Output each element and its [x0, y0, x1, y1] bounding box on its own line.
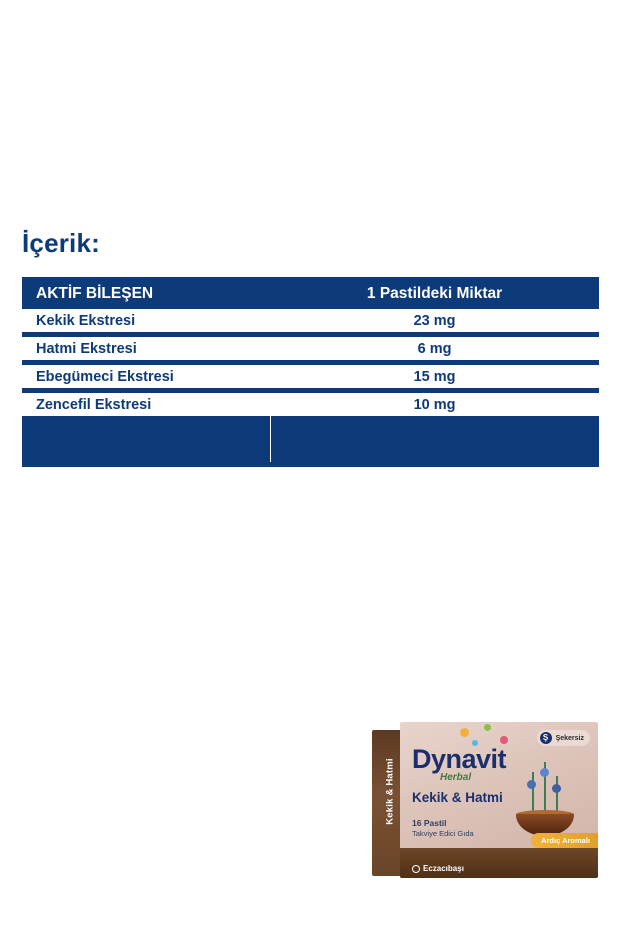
cell-amount: 10 mg	[270, 393, 599, 416]
package-side-label: Kekik & Hatmi	[384, 758, 396, 825]
table-footer-space	[22, 416, 599, 462]
table-row	[22, 365, 599, 388]
decorative-dot	[500, 736, 508, 744]
stem	[556, 776, 558, 814]
supplement-note: Takviye Edici Gıda	[412, 829, 474, 838]
page-title: İçerik:	[22, 228, 101, 258]
product-variant: Kekik & Hatmi	[412, 790, 503, 805]
table-header-row	[22, 277, 599, 309]
flower	[540, 768, 549, 777]
column-header-ingredient: AKTİF BİLEŞEN	[22, 277, 270, 309]
cell-ingredient: Kekik Ekstresi	[22, 309, 270, 332]
cell-amount: 23 mg	[270, 309, 599, 332]
cell-ingredient: Hatmi Ekstresi	[22, 337, 270, 360]
product-package-image	[372, 722, 600, 884]
table-row	[22, 393, 599, 416]
package-side-panel	[372, 730, 402, 876]
cell-ingredient: Ebegümeci Ekstresi	[22, 365, 270, 388]
decorative-dot	[460, 728, 469, 737]
stem	[532, 772, 534, 814]
table-row	[22, 309, 599, 332]
sugar-free-icon: Ş	[540, 732, 552, 744]
package-front-panel	[400, 722, 598, 878]
product-count: 16 Pastil	[412, 818, 447, 828]
flower	[552, 784, 561, 793]
flavor-badge: Ardıç Aromalı	[531, 833, 598, 848]
decorative-dot	[484, 724, 491, 731]
flower	[527, 780, 536, 789]
column-header-amount: 1 Pastildeki Miktar	[270, 277, 599, 309]
ingredients-table	[22, 277, 599, 462]
cell-ingredient: Zencefil Ekstresi	[22, 393, 270, 416]
brand-subtitle: Herbal	[440, 772, 472, 783]
package-bottom-bar	[400, 848, 598, 878]
cell-amount: 15 mg	[270, 365, 599, 388]
brand-name: Dynavit	[412, 744, 507, 774]
herb-illustration	[502, 760, 588, 840]
cell-amount: 6 mg	[270, 337, 599, 360]
table-row	[22, 337, 599, 360]
manufacturer-name: Eczacıbaşı	[423, 864, 464, 873]
manufacturer-logo	[412, 864, 464, 873]
ingredients-table-container	[22, 277, 599, 467]
sugar-free-label: Şekersiz	[555, 734, 584, 742]
sugar-free-badge	[537, 730, 590, 746]
manufacturer-mark-icon	[412, 865, 420, 873]
